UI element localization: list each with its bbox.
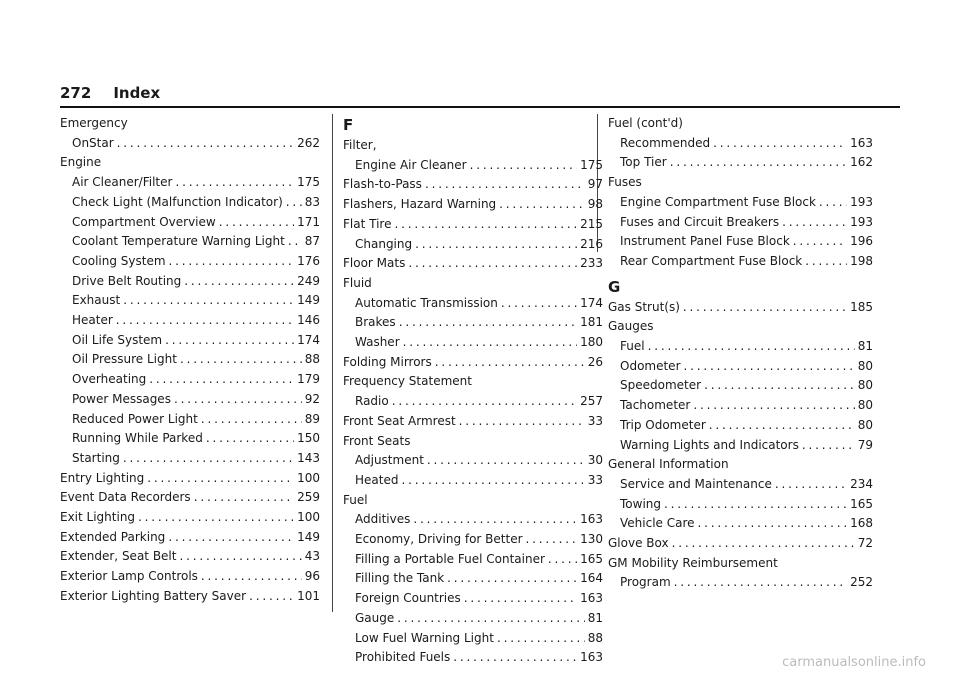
page-reference[interactable]: 72 <box>857 536 873 551</box>
section-title: Index <box>113 84 161 102</box>
entry-label: GM Mobility Reimbursement <box>608 555 778 570</box>
index-subentry[interactable] <box>60 252 320 272</box>
index-entry[interactable] <box>60 528 320 548</box>
page-reference[interactable]: 80 <box>857 358 873 373</box>
page-number: 272 <box>60 84 92 102</box>
page-reference[interactable]: 196 <box>850 234 873 249</box>
column-divider-1 <box>332 114 333 612</box>
page-reference[interactable]: 215 <box>580 216 603 231</box>
index-subentry[interactable] <box>608 357 873 377</box>
dot-leader <box>168 528 294 548</box>
dot-leader <box>399 313 577 333</box>
dot-leader <box>470 156 577 176</box>
entry-label: Top Tier <box>620 155 667 170</box>
page-reference[interactable]: 257 <box>580 394 603 409</box>
index-subentry[interactable] <box>343 589 603 609</box>
dot-leader <box>249 587 294 607</box>
page-reference[interactable]: 234 <box>850 476 873 491</box>
entry-label: Washer <box>355 335 400 350</box>
index-subentry[interactable] <box>343 550 603 570</box>
index-entry <box>608 173 873 193</box>
index-subentry[interactable] <box>608 153 873 173</box>
dot-leader <box>401 471 584 491</box>
entry-label: Recommended <box>620 135 711 150</box>
page-reference[interactable]: 259 <box>297 490 320 505</box>
entry-label: Event Data Recorders <box>60 490 191 505</box>
index-subentry[interactable] <box>60 213 320 233</box>
page-reference[interactable]: 176 <box>297 253 320 268</box>
page-reference[interactable]: 149 <box>297 293 320 308</box>
index-subentry[interactable] <box>60 173 320 193</box>
index-letter-heading: F <box>343 116 354 134</box>
index-subentry[interactable] <box>343 530 603 550</box>
dot-leader <box>775 475 847 495</box>
index-subentry[interactable] <box>608 514 873 534</box>
entry-label: Air Cleaner/Filter <box>72 175 173 190</box>
index-subentry[interactable] <box>608 193 873 213</box>
dot-leader <box>819 193 847 213</box>
page-reference[interactable]: 262 <box>297 135 320 150</box>
entry-label: Floor Mats <box>343 256 406 271</box>
dot-leader <box>180 350 302 370</box>
page-reference[interactable]: 96 <box>304 569 320 584</box>
index-subentry[interactable] <box>343 648 603 668</box>
entry-label: Fuses and Circuit Breakers <box>620 214 780 229</box>
dot-leader <box>184 272 294 292</box>
index-entry <box>343 372 603 392</box>
index-subentry[interactable] <box>60 449 320 469</box>
index-subentry[interactable] <box>60 350 320 370</box>
entry-label: Frequency Statement <box>343 374 472 389</box>
entry-label: Speedometer <box>620 378 702 393</box>
page-reference[interactable]: 233 <box>580 256 603 271</box>
dot-leader <box>413 510 577 530</box>
entry-label: Flash-to-Pass <box>343 177 422 192</box>
page-reference[interactable]: 179 <box>297 372 320 387</box>
index-entry[interactable] <box>60 488 320 508</box>
entry-label: Rear Compartment Fuse Block <box>620 253 803 268</box>
index-entry[interactable] <box>343 195 603 215</box>
index-entry <box>608 455 873 475</box>
entry-label: Changing <box>355 236 413 251</box>
dot-leader <box>670 153 847 173</box>
dot-leader <box>408 254 577 274</box>
index-subentry[interactable] <box>608 495 873 515</box>
page-reference[interactable]: 33 <box>587 472 603 487</box>
entry-label: Engine <box>60 155 102 170</box>
index-subentry[interactable] <box>60 134 320 154</box>
page-reference[interactable]: 100 <box>297 470 320 485</box>
entry-label: General Information <box>608 457 729 472</box>
page-reference[interactable]: 101 <box>297 588 320 603</box>
entry-label: Fluid <box>343 275 372 290</box>
index-subentry[interactable] <box>60 429 320 449</box>
index-entry <box>608 317 873 337</box>
index-subentry[interactable] <box>608 376 873 396</box>
dot-leader <box>206 429 294 449</box>
index-entry <box>343 432 603 452</box>
page-reference[interactable]: 98 <box>587 197 603 212</box>
entry-label: Economy, Driving for Better <box>355 532 523 547</box>
dot-leader <box>548 550 577 570</box>
page-reference[interactable]: 252 <box>850 575 873 590</box>
entry-label: Fuel <box>620 339 645 354</box>
dot-leader <box>664 495 847 515</box>
dot-leader <box>497 629 585 649</box>
entry-label: Fuses <box>608 175 642 190</box>
page-reference[interactable]: 164 <box>580 571 603 586</box>
page-reference[interactable]: 163 <box>580 512 603 527</box>
entry-label: Power Messages <box>72 391 171 406</box>
entry-label: Adjustment <box>355 453 424 468</box>
index-column-3 <box>608 114 873 593</box>
index-subentry[interactable] <box>343 392 603 412</box>
entry-label: Coolant Temperature Warning Light <box>72 234 285 249</box>
index-subentry[interactable] <box>608 475 873 495</box>
entry-label: Fuel (cont'd) <box>608 116 683 130</box>
dot-leader <box>175 173 294 193</box>
entry-label: Brakes <box>355 315 396 330</box>
page-reference[interactable]: 198 <box>850 253 873 268</box>
dot-leader <box>526 530 578 550</box>
page-reference[interactable]: 80 <box>857 417 873 432</box>
index-subentry[interactable] <box>608 436 873 456</box>
index-subentry[interactable] <box>343 510 603 530</box>
page-reference[interactable]: 79 <box>857 437 873 452</box>
page-reference[interactable]: 165 <box>580 551 603 566</box>
entry-label: Oil Life System <box>72 332 163 347</box>
index-subentry[interactable] <box>343 235 603 255</box>
dot-leader <box>397 609 584 629</box>
index-entry[interactable] <box>60 567 320 587</box>
entry-label: Exterior Lamp Controls <box>60 569 198 584</box>
index-entry[interactable] <box>608 298 873 318</box>
entry-label: Starting <box>72 450 120 465</box>
watermark: carmanualsonline.info <box>782 655 926 670</box>
entry-label: Engine Compartment Fuse Block <box>620 194 816 209</box>
dot-leader <box>174 390 302 410</box>
page-reference[interactable]: 162 <box>850 155 873 170</box>
dot-leader <box>447 569 577 589</box>
index-entry[interactable] <box>343 175 603 195</box>
entry-label: Fuel <box>343 492 368 507</box>
page-reference[interactable]: 216 <box>580 236 603 251</box>
index-entry <box>608 114 873 134</box>
dot-leader <box>425 175 585 195</box>
index-subentry[interactable] <box>608 252 873 272</box>
entry-label: Foreign Countries <box>355 591 461 606</box>
page-reference[interactable]: 193 <box>850 194 873 209</box>
page-reference[interactable]: 149 <box>297 529 320 544</box>
dot-leader <box>674 573 847 593</box>
index-subentry[interactable] <box>608 337 873 357</box>
dot-leader <box>394 215 577 235</box>
index-entry[interactable] <box>60 547 320 567</box>
dot-leader <box>147 469 294 489</box>
page-reference[interactable]: 100 <box>297 510 320 525</box>
page-reference[interactable]: 143 <box>297 450 320 465</box>
dot-leader <box>672 534 855 554</box>
entry-label: Cooling System <box>72 253 166 268</box>
entry-label: Extender, Seat Belt <box>60 549 177 564</box>
dot-leader <box>179 547 301 567</box>
dot-leader <box>427 451 585 471</box>
page-reference[interactable]: 180 <box>580 335 603 350</box>
page-reference[interactable]: 80 <box>857 398 873 413</box>
index-subentry[interactable] <box>608 213 873 233</box>
page-reference[interactable]: 165 <box>850 496 873 511</box>
page-reference[interactable]: 30 <box>587 453 603 468</box>
index-entry[interactable] <box>343 254 603 274</box>
page-reference[interactable]: 193 <box>850 214 873 229</box>
index-entry[interactable] <box>343 215 603 235</box>
index-subentry[interactable] <box>343 313 603 333</box>
dot-leader <box>116 311 294 331</box>
dot-leader <box>123 291 294 311</box>
dot-leader <box>501 294 577 314</box>
entry-label: Running While Parked <box>72 431 203 446</box>
index-subentry[interactable] <box>60 331 320 351</box>
dot-leader <box>403 333 577 353</box>
dot-leader <box>149 370 294 390</box>
entry-label: Prohibited Fuels <box>355 650 451 665</box>
page-reference[interactable]: 97 <box>587 177 603 192</box>
page-reference[interactable]: 88 <box>304 352 320 367</box>
index-letter-heading: G <box>608 277 621 296</box>
entry-label: Radio <box>355 394 389 409</box>
page-reference[interactable]: 163 <box>580 650 603 665</box>
page-reference[interactable]: 81 <box>587 610 603 625</box>
dot-leader <box>288 232 302 252</box>
page-reference[interactable]: 43 <box>304 549 320 564</box>
page-reference[interactable]: 163 <box>850 135 873 150</box>
entry-label: Odometer <box>620 358 681 373</box>
page-reference[interactable]: 175 <box>580 157 603 172</box>
entry-label: Automatic Transmission <box>355 295 498 310</box>
dot-leader <box>435 353 585 373</box>
index-subentry[interactable] <box>608 134 873 154</box>
page-reference[interactable]: 81 <box>857 339 873 354</box>
dot-leader <box>693 396 854 416</box>
entry-label: Instrument Panel Fuse Block <box>620 234 790 249</box>
entry-label: Front Seats <box>343 433 411 448</box>
index-entry <box>60 114 320 134</box>
entry-label: Compartment Overview <box>72 214 216 229</box>
page-reference[interactable]: 83 <box>304 194 320 209</box>
dot-leader <box>802 436 855 456</box>
entry-label: Exhaust <box>72 293 121 308</box>
index-entry[interactable] <box>608 534 873 554</box>
entry-label: Folding Mirrors <box>343 354 432 369</box>
index-subentry[interactable] <box>343 451 603 471</box>
index-entry[interactable] <box>343 412 603 432</box>
index-subentry[interactable] <box>343 156 603 176</box>
entry-label: Gauges <box>608 319 654 334</box>
entry-label: Flashers, Hazard Warning <box>343 197 497 212</box>
page-reference[interactable]: 163 <box>580 591 603 606</box>
entry-label: Additives <box>355 512 411 527</box>
entry-label: Filling a Portable Fuel Container <box>355 551 545 566</box>
dot-leader <box>392 392 577 412</box>
header-rule <box>60 106 900 108</box>
entry-label: Heater <box>72 313 113 328</box>
entry-label: Filling the Tank <box>355 571 445 586</box>
dot-leader <box>793 232 847 252</box>
entry-label: Tachometer <box>620 398 691 413</box>
entry-label: Filter, <box>343 138 377 152</box>
entry-label: Towing <box>620 496 662 511</box>
dot-leader <box>464 589 577 609</box>
index-subentry[interactable] <box>60 193 320 213</box>
dot-leader <box>709 416 855 436</box>
dot-leader <box>117 134 294 154</box>
index-entry[interactable] <box>60 508 320 528</box>
entry-label: Extended Parking <box>60 529 166 544</box>
entry-label: Emergency <box>60 116 128 130</box>
page-reference[interactable]: 185 <box>850 299 873 314</box>
entry-label: Low Fuel Warning Light <box>355 630 494 645</box>
dot-leader <box>201 567 302 587</box>
dot-leader <box>165 331 294 351</box>
page-reference[interactable]: 171 <box>297 214 320 229</box>
index-column-1 <box>60 114 320 607</box>
index-subentry[interactable] <box>60 311 320 331</box>
page-reference[interactable]: 175 <box>297 175 320 190</box>
page-reference[interactable]: 168 <box>850 516 873 531</box>
dot-leader <box>683 298 847 318</box>
page-header <box>60 84 160 102</box>
dot-leader <box>499 195 585 215</box>
page-reference[interactable]: 150 <box>297 431 320 446</box>
page-reference[interactable]: 249 <box>297 273 320 288</box>
index-subentry[interactable] <box>608 232 873 252</box>
page-reference[interactable]: 174 <box>580 295 603 310</box>
entry-label: Heated <box>355 472 399 487</box>
entry-label: Exterior Lighting Battery Saver <box>60 588 247 603</box>
entry-label: Reduced Power Light <box>72 411 198 426</box>
dot-leader <box>805 252 847 272</box>
index-entry <box>343 274 603 294</box>
page-reference[interactable]: 181 <box>580 315 603 330</box>
index-entry <box>343 136 603 156</box>
index-column-2 <box>343 114 603 668</box>
index-subentry[interactable] <box>608 573 873 593</box>
index-subentry[interactable] <box>60 272 320 292</box>
page-reference[interactable]: 80 <box>857 378 873 393</box>
entry-label: Trip Odometer <box>620 417 706 432</box>
entry-label: Warning Lights and Indicators <box>620 437 799 452</box>
page-reference[interactable]: 130 <box>580 532 603 547</box>
entry-label: Service and Maintenance <box>620 476 772 491</box>
page-reference[interactable]: 88 <box>587 630 603 645</box>
index-subentry[interactable] <box>343 569 603 589</box>
dot-leader <box>286 193 302 213</box>
entry-label: Gauge <box>355 610 395 625</box>
entry-label: Entry Lighting <box>60 470 145 485</box>
entry-label: Program <box>620 575 671 590</box>
entry-label: Check Light (Malfunction Indicator) <box>72 194 283 209</box>
entry-label: Drive Belt Routing <box>72 273 182 288</box>
dot-leader <box>713 134 847 154</box>
index-subentry[interactable] <box>60 390 320 410</box>
page-reference[interactable]: 33 <box>587 413 603 428</box>
index-entry <box>608 554 873 574</box>
entry-label: Oil Pressure Light <box>72 352 177 367</box>
entry-label: Gas Strut(s) <box>608 299 680 314</box>
page-reference[interactable]: 87 <box>304 234 320 249</box>
entry-label: Glove Box <box>608 536 669 551</box>
page-reference[interactable]: 174 <box>297 332 320 347</box>
page-reference[interactable]: 146 <box>297 313 320 328</box>
index-entry <box>343 491 603 511</box>
dot-leader <box>219 213 294 233</box>
entry-label: Front Seat Armrest <box>343 413 456 428</box>
entry-label: Overheating <box>72 372 147 387</box>
dot-leader <box>194 488 294 508</box>
dot-leader <box>453 648 577 668</box>
page-reference[interactable]: 92 <box>304 391 320 406</box>
entry-label: Flat Tire <box>343 216 392 231</box>
dot-leader <box>459 412 585 432</box>
dot-leader <box>138 508 294 528</box>
index-subentry[interactable] <box>343 294 603 314</box>
dot-leader <box>169 252 295 272</box>
index-subentry[interactable] <box>608 396 873 416</box>
dot-leader <box>782 213 847 233</box>
index-subentry[interactable] <box>343 471 603 491</box>
dot-leader <box>201 410 302 430</box>
index-subentry[interactable] <box>60 232 320 252</box>
page-reference[interactable]: 89 <box>304 411 320 426</box>
index-subentry[interactable] <box>343 609 603 629</box>
index-subentry[interactable] <box>343 333 603 353</box>
index-entry[interactable] <box>60 587 320 607</box>
entry-label: Engine Air Cleaner <box>355 157 467 172</box>
index-entry[interactable] <box>343 353 603 373</box>
dot-leader <box>648 337 855 357</box>
entry-label: OnStar <box>72 135 114 150</box>
dot-leader <box>415 235 577 255</box>
index-subentry[interactable] <box>60 291 320 311</box>
index-subentry[interactable] <box>343 629 603 649</box>
page-reference[interactable]: 26 <box>587 354 603 369</box>
entry-label: Exit Lighting <box>60 510 136 525</box>
index-subentry[interactable] <box>60 370 320 390</box>
index-subentry[interactable] <box>608 416 873 436</box>
dot-leader <box>123 449 294 469</box>
dot-leader <box>704 376 855 396</box>
index-entry[interactable] <box>60 469 320 489</box>
dot-leader <box>698 514 848 534</box>
entry-label: Vehicle Care <box>620 516 695 531</box>
index-subentry[interactable] <box>60 410 320 430</box>
index-entry <box>60 153 320 173</box>
dot-leader <box>684 357 855 377</box>
